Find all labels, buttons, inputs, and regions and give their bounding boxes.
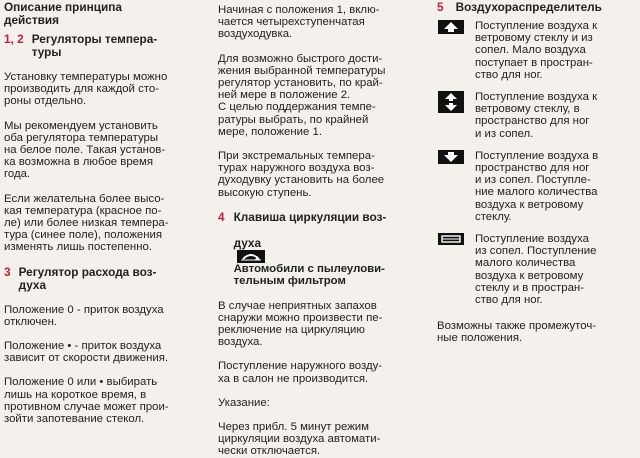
column-right [437, 0, 637, 345]
up-down-arrows-icon [438, 91, 464, 113]
paragraph: Установку температуры можно производить для каждой сто- роны отдельно. [4, 71, 168, 108]
paragraph: При экстремальных темпера- турах наружного воздуха воз- духодувку установить на более высокую ступень. [218, 150, 385, 199]
recirculation-key-icon [237, 250, 265, 263]
windshield-and-vents-arrow-icon [438, 20, 464, 34]
page-title: Описание принципа действия [4, 0, 122, 27]
distributor-option-4 [437, 233, 637, 306]
section-5-title: Воздухораспределитель [455, 0, 602, 14]
distributor-option-text: Поступление воздуха из сопел. Поступление малого количества воздуха к ветровому стеклу и в простран- ство для ног. [475, 233, 597, 307]
distributor-option-text: Поступление воздуха к ветровому стеклу, в пространство для ног и из сопел. [475, 91, 598, 140]
paragraph: Положение • - приток воздуха зависит от скорости движения. [4, 340, 169, 365]
paragraph: Поступление наружного возду- ха в салон не производится. [218, 360, 383, 385]
section-3-heading [4, 266, 200, 292]
distributor-option-text: Поступление воздуха к ветровому стеклу и из сопел. Мало воздуха поступает в простран- ство для ног. [475, 20, 598, 81]
paragraph: Начиная с положения 1, вклю- чается четырехступенчатая воздуходувка. [218, 4, 380, 41]
column-middle [218, 0, 428, 458]
section-3-title: Регулятор расхода воз- духа [18, 264, 157, 292]
section-1-2-heading [4, 33, 200, 59]
paragraph: Для возможно быстрого дости- жения выбранной температуры регулятор установить, по край- ней мере в положение 2. С целью поддержания темпе- ратуры выбрать, по крайней мере, положение 1. [218, 52, 386, 138]
paragraph: Мы рекомендуем установить оба регулятора температуры на белое поле. Такая установ- ка возможна в любое время года. [4, 119, 166, 181]
section-5-heading [437, 1, 637, 14]
paragraph: Возможны также промежуточ- ные положения. [437, 320, 597, 345]
section-5-number: 5 [437, 0, 444, 14]
section-4-subtitle: Автомобили с пылеулови- тельным фильтром [233, 263, 385, 288]
section-3-number: 3 [4, 264, 11, 279]
distributor-option-1 [437, 20, 637, 81]
column-left [4, 0, 200, 425]
section-1-2-number: 1, 2 [4, 32, 24, 46]
paragraph: Положение 0 - приток воздуха отключен. [4, 303, 164, 328]
paragraph: Через прибл. 5 минут режим циркуляции воздуха автомати- чески отключается. [218, 421, 381, 458]
paragraph: Положение 0 или • выбирать лишь на короткое время, в противном случае может прои- зойти запотевание стекол. [4, 376, 169, 426]
paragraph: В случае неприятных запахов снаружи можно произвести пе- реключение на циркуляцию воздуха. [218, 299, 383, 349]
paragraph: Если желательна более высо- кая температура (красное по- ле) или более низкая темпера- тура (синее поле), положения изменять лишь постепенно. [4, 192, 169, 254]
footwell-arrow-icon [438, 150, 464, 164]
distributor-option-3 [437, 150, 637, 223]
distributor-option-2 [437, 91, 637, 140]
section-4-title-end: духа [233, 235, 262, 250]
section-4-title-line2 [234, 224, 387, 263]
note-label: Указание: [218, 396, 270, 409]
vents-icon [438, 233, 464, 245]
section-1-2-title: Регуляторы темпера- туры [31, 32, 158, 59]
section-4-number: 4 [218, 209, 225, 224]
distributor-option-text: Поступление воздуха в пространство для ног и из сопел. Поступле- ние малого количества воздуха к ветровому стеклу. [475, 149, 599, 223]
section-4-title: Клавиша циркуляции воз- [233, 209, 387, 224]
section-4-heading [218, 211, 428, 288]
